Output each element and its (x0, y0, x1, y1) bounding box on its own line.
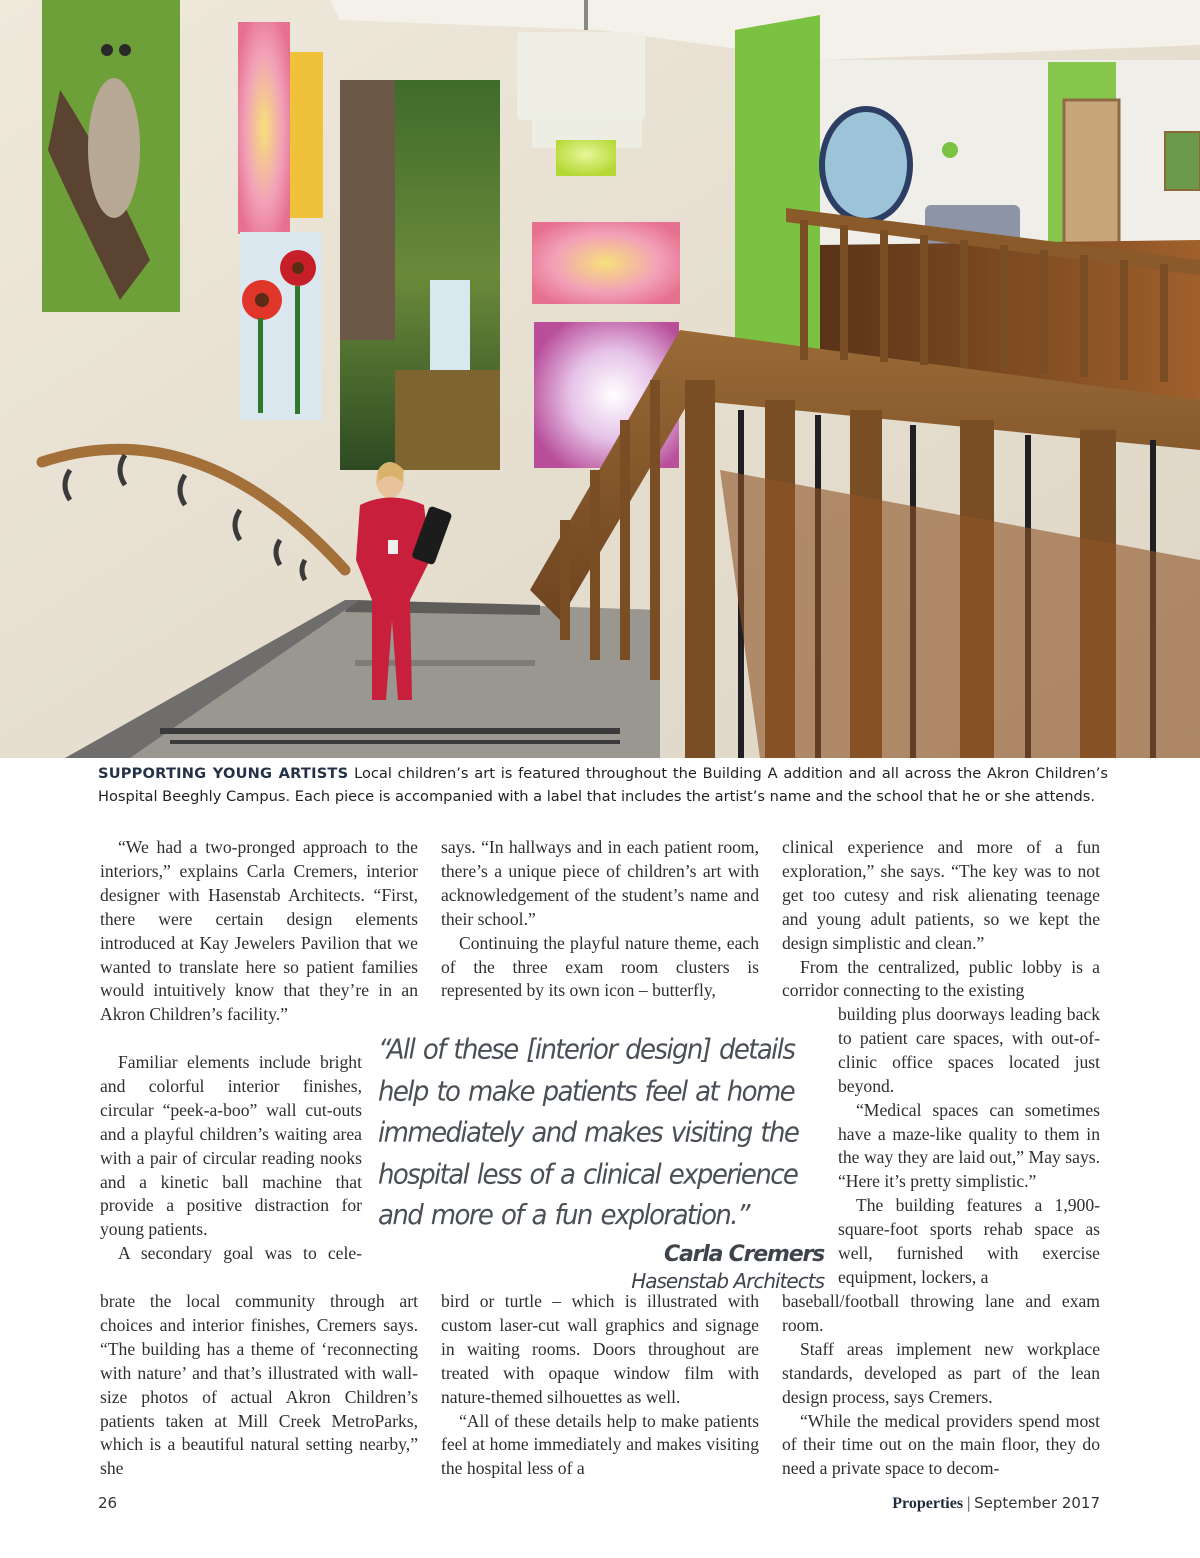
article-column-2-bottom (441, 1290, 759, 1481)
pull-quote (378, 1030, 824, 1293)
col3-paragraph-6: “While the medical providers spend most of their time out on the main floor, they do need a private space to decom- (782, 1410, 1100, 1479)
col3-paragraph-5: Staff areas implement new workplace standards, developed as part of the lean design process, says Cremers. (782, 1338, 1100, 1407)
col1-paragraph-2: Familiar elements include bright and colorful interior finishes, circular “peek-a-boo” wall cut-outs and a playful children’s waiting area with a pair of circular reading nooks and a kinetic ball machine that provide a positive distraction for young patients. (100, 1052, 362, 1240)
col2-paragraph-3: bird or turtle – which is illustrated with custom laser-cut wall graphics and signage in waiting rooms. Doors throughout are treated with opaque window film with nature-themed silhouettes as well. (441, 1291, 759, 1407)
page-number: 26 (98, 1494, 118, 1512)
pull-quote-attribution-org: Hasenstab Architects (631, 1268, 824, 1293)
col3-paragraph-1: clinical experience and more of a fun exploration,” she says. “The key was to not get too cutesy and risk alienating teenage and young adult patients, so we kept the design simplistic and clean.” (782, 837, 1100, 953)
article-column-1-bottom (100, 1290, 418, 1481)
caption-text: Local children’s art is featured throughout the Building A addition and all across the Akron Children’s Hospital Beeghly Campus. Each piece is accompanied with a label that includes the artist’s name and the school that he or she attends. (98, 765, 1108, 805)
photo-caption (98, 763, 1108, 808)
col1-paragraph-3a: A secondary goal was to cele- (118, 1243, 362, 1264)
stairwell-photo (0, 0, 1200, 758)
col2-paragraph-2: Continuing the playful nature theme, each of the three exam room clusters is represented by its own icon – butterfly, (441, 932, 759, 1001)
magazine-name: Properties (892, 1495, 964, 1512)
article-column-3-wrap (838, 1003, 1100, 1290)
footer-separator: | (966, 1494, 972, 1512)
article-column-3-bottom (782, 1290, 1100, 1481)
col3-paragraph-2a: From the centralized, public lobby is a corridor connecting to the existing (782, 956, 1100, 1001)
publication-footer (892, 1494, 1100, 1513)
article-column-1-wrap (100, 1051, 362, 1266)
article-column-3 (782, 836, 1100, 1003)
article-column-2 (441, 836, 759, 1003)
col2-paragraph-1: says. “In hallways and in each patient room, there’s a unique piece of children’s art with acknowledgement of the student’s name and their school.” (441, 837, 759, 929)
article-column-1 (100, 836, 418, 1027)
col3-paragraph-3: “Medical spaces can sometimes have a maze-like quality to them in the way they are laid out,” May says. “Here it’s pretty simplistic.” (838, 1099, 1100, 1192)
col3-paragraph-2b: building plus doorways leading back to patient care spaces, with out-of-clinic office spaces located just beyond. (838, 1004, 1100, 1096)
col3-paragraph-4a: The building features a 1,900-square-foot sports rehab space as well, furnished with exercise equipment, lockers, a (838, 1195, 1100, 1287)
col1-paragraph-3b: brate the local community through art choices and interior finishes, Cremers says. “The building has a theme of ‘reconnecting with nature’ and that’s illustrated with wall-size photos of actual Akron Children’s patients taken at Mill Creek MetroParks, which is a beautiful natural setting nearby,” she (100, 1291, 418, 1479)
pull-quote-attribution-name: Carla Cremers (664, 1241, 824, 1267)
col3-paragraph-4b: baseball/football throwing lane and exam room. (782, 1291, 1100, 1335)
issue-date: September 2017 (974, 1494, 1100, 1512)
col2-paragraph-4: “All of these details help to make patients feel at home immediately and makes visiting the hospital less of a (441, 1410, 759, 1479)
col1-paragraph-1: “We had a two-pronged approach to the interiors,” explains Carla Cremers, interior designer with Hasenstab Architects. “First, there were certain design elements introduced at Kay Jewelers Pavilion that we wanted to translate here so patient families would intuitively know that they’re in an Akron Children’s facility.” (100, 837, 418, 1025)
caption-label: SUPPORTING YOUNG ARTISTS (98, 765, 349, 782)
pull-quote-text: “All of these [interior design] details help to make patients feel at home immediately and makes visiting the hospital less of a clinical experience and more of a fun exploration.” (378, 1034, 799, 1232)
